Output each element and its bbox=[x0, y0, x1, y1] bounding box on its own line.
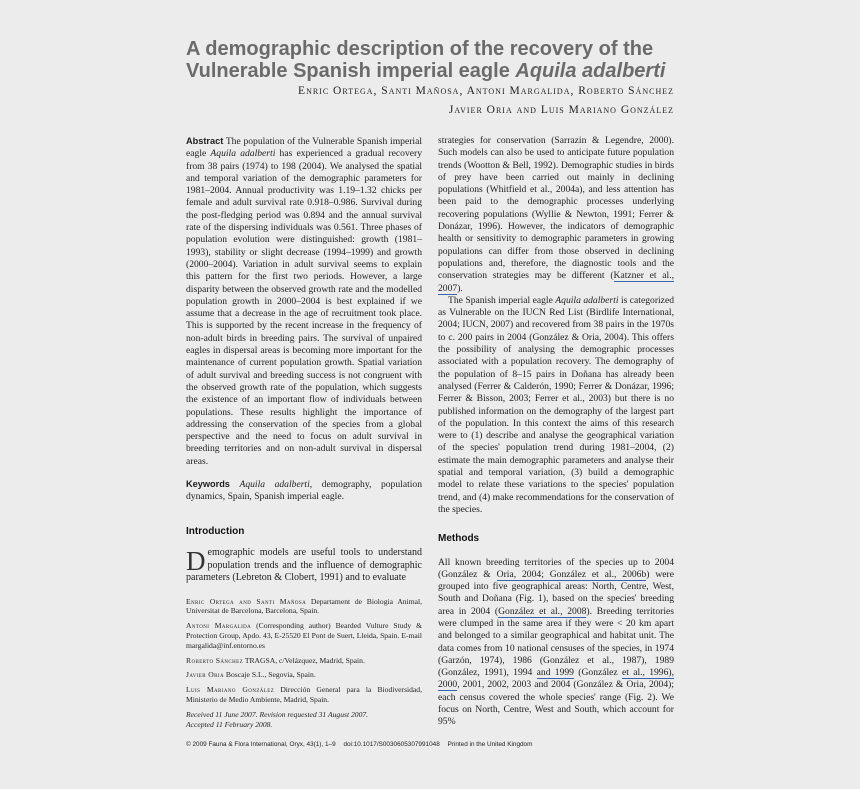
paragraph-text: strategies for conservation (Sarrazin & Legendre, 2000). Such models can also be used to anticipate future population trends (Wootton & Bell, 1992). Demographic studies in birds of prey have been carried out mainly in declining populations (Whitfield et al., 2004a), and less attention has been paid to the demographic processes underlying recovering populations (Wyllie & Newton, 1991; Ferrer & Donázar, 1996). However, the indicators of demographic health or sensitivity to demographic parameters in growing populations can differ from those observed in declining populations and, therefore, the diagnostic tools and the conservation strategies may be different ( bbox=[438, 135, 674, 282]
citation-link[interactable]: Oria, 2004; González et al., 2006b bbox=[496, 568, 647, 580]
authors-line-2: Javier Oria and Luis Mariano González bbox=[448, 104, 674, 116]
affiliation-names: Enric Ortega and Santi Mañosa bbox=[186, 596, 307, 606]
methods-text-d: (González bbox=[573, 667, 622, 679]
title-species: Aquila adalberti bbox=[515, 60, 666, 82]
received-line-1: Received 11 June 2007. Revision requested 31 August 2007. bbox=[186, 709, 369, 719]
authors-line-1: Enric Ortega, Santi Mañosa, Antoni Margalida, Roberto Sánchez bbox=[298, 85, 674, 97]
keywords bbox=[186, 478, 422, 504]
keywords-text: , demography, population dynamics, Spain, Spanish imperial eagle. bbox=[186, 479, 422, 503]
right-paragraph-1 bbox=[438, 135, 674, 295]
affiliation-text: (Corresponding author) Bearded Vulture Study & Protection Group, Apdo. 43, E-25520 El Pont de Suert, Lleida, Spain. E-mail margalida@inf.entorno.es bbox=[186, 621, 422, 650]
footer-doi: doi:10.1017/S0030605307991048 bbox=[343, 741, 440, 748]
affiliation-text: Dirección General para la Biodiversidad, Ministerio de Medio Ambiente, Madrid, Spain. bbox=[186, 685, 422, 705]
affiliation-text: Boscaje S.L., Segovia, Spain. bbox=[223, 670, 316, 680]
abstract-text-part1: The population of the Vulnerable Spanish imperial eagle bbox=[186, 136, 422, 160]
abstract-text-part2: has experienced a gradual recovery from 38 pairs (1974) to 198 (2004). We analysed the spatial and temporal variation of the demographic parameters for 1981–2004. Annual productivity was 1.19–1.32 chicks per female and adult survival rate 0.918–0.986. Survival during the post-fledging period was 0.894 and the annual survival rate of the dispersing individuals was 0.561. Three phases of population evolution were distinguished: growth (1981–1993), stability or slight decrease (1994–1999) and growth (2000–2004). Variation in adult survival seems to explain this pattern for the first two periods. However, a large disparity between the observed growth rate and the modelled population growth in 2000–2004 is best explained if we assume that a decrease in the age of recruitment took place. This is supported by the recent increase in the frequency of non-adult birds in breeding pairs. The survival of unpaired eagles in dispersal areas is becoming more important for the maintenance of current population growth. Spatial variation of adult survival and breeding success is not congruent with the observed growth rate of the population, which suggests the existence of an important flow of individuals between populations. These results highlight the importance of addressing the conservation of the species from a global perspective and the need to focus on adult survival in breeding territories and on non-adult survival in dispersal areas. bbox=[186, 148, 423, 467]
affiliation-item bbox=[186, 656, 422, 666]
introduction-heading: Introduction bbox=[186, 525, 245, 537]
introduction-paragraph bbox=[186, 547, 422, 585]
abstract-species: Aquila adalberti bbox=[210, 148, 276, 160]
paragraph-text-end: ). bbox=[457, 282, 463, 294]
abstract bbox=[186, 135, 422, 468]
introduction-dropcap: D bbox=[186, 545, 206, 576]
citation-link[interactable]: González et al., 2008 bbox=[498, 605, 587, 617]
methods-text-e: , 2001, 2002, 2003 and 2004 (González & Oria, 2004); each census covered the whole species' range (Fig. 2). We focus on North, Centre, West and South, which account for 95% bbox=[438, 679, 674, 728]
article-title bbox=[186, 38, 686, 82]
methods-paragraph bbox=[438, 557, 674, 729]
affiliation-text: Departament de Biologia Animal, Universitat de Barcelona, Barcelona, Spain. bbox=[186, 596, 422, 616]
received-dates bbox=[186, 710, 422, 730]
paragraph-text-cont: is categorized as Vulnerable on the IUCN Red List (Birdlife International, 2004; IUCN, 2007) and recovered from 38 pairs in the 1970s to c. 200 pairs in 2004 (González & Oria, 2004). This offers the possibility of analysing the demographic processes associated with a population recovery. The demography of the population of 8–15 pairs in Doñana has already been analysed (Ferrer & Calderón, 1990; Ferrer & Donázar, 1996; Ferrer & Bisson, 2003; Ferrer et al., 2003) but there is no published information on the demography of the largest part of the population. In this context the aims of this research were to (1) describe and analyse the geographical variation of the species' population trend during 1981–2004, (2) estimate the main demographic parameters and analyse their spatial and temporal variation, (3) build a demographic model to relate these variations to the species' population trend, and (4) make recommendations for the conservation of the species. bbox=[438, 294, 674, 515]
received-line-2: Accepted 11 February 2008. bbox=[186, 719, 273, 729]
species-name: Aquila adalberti bbox=[555, 294, 619, 306]
left-column bbox=[186, 135, 422, 729]
affiliations bbox=[186, 597, 422, 730]
keywords-label: Keywords bbox=[186, 479, 230, 490]
right-paragraph-2 bbox=[438, 295, 674, 516]
methods-text-a: All known breeding territories of the species up to 2004 (González & bbox=[438, 556, 674, 580]
title-text: A demographic description of the recovery of the Vulnerable Spanish imperial eagle bbox=[186, 38, 654, 82]
abstract-label: Abstract bbox=[186, 136, 224, 146]
affiliation-text: TRAGSA, c/Velázquez, Madrid, Spain. bbox=[243, 655, 365, 665]
citation-link[interactable]: et al., 1996), 2000 bbox=[438, 667, 674, 691]
affiliation-item bbox=[186, 685, 422, 705]
affiliation-item bbox=[186, 670, 422, 680]
right-column bbox=[438, 135, 674, 729]
citation-link[interactable]: and 1999 bbox=[536, 667, 574, 679]
keywords-species: Aquila adalberti bbox=[239, 479, 310, 491]
affiliation-names: Roberto Sánchez bbox=[186, 655, 244, 665]
affiliation-item bbox=[186, 597, 422, 617]
introduction-text: emographic models are useful tools to understand population trends and the influence of demographic parameters (Lebreton & Clobert, 1991) and to evaluate bbox=[186, 546, 422, 584]
footer-copyright: © 2009 Fauna & Flora International, Oryx, 43(1), 1–9 bbox=[186, 741, 336, 748]
footer-printed: Printed in the United Kingdom bbox=[447, 741, 533, 748]
affiliation-item bbox=[186, 621, 422, 650]
page-footer bbox=[186, 741, 674, 748]
methods-text-b: ) were grouped into five geographical areas: North, Centre, West, South and Doñana (Fig. 1), based on the species' breeding area in 2004 ( bbox=[438, 568, 675, 617]
citation-link[interactable]: Katzner et al., 2007 bbox=[438, 270, 674, 294]
methods-text-c: ). Breeding territories were clumped in the same area if they were < 20 km apart and belonged to a similar geographical and habitat unit. The data comes from 10 national censuses of the species, in 1974 (Garzón, 1974), 1986 (González et al., 1987), 1989 (González, 1991), 1994 bbox=[438, 605, 674, 679]
affiliation-names: Antoni Margalida bbox=[186, 621, 252, 631]
paragraph-text: The Spanish imperial eagle bbox=[448, 294, 556, 306]
author-list bbox=[194, 82, 674, 120]
methods-heading: Methods bbox=[438, 533, 480, 545]
affiliation-names: Luis Mariano González bbox=[186, 685, 275, 695]
affiliation-names: Javier Oria bbox=[186, 670, 224, 680]
